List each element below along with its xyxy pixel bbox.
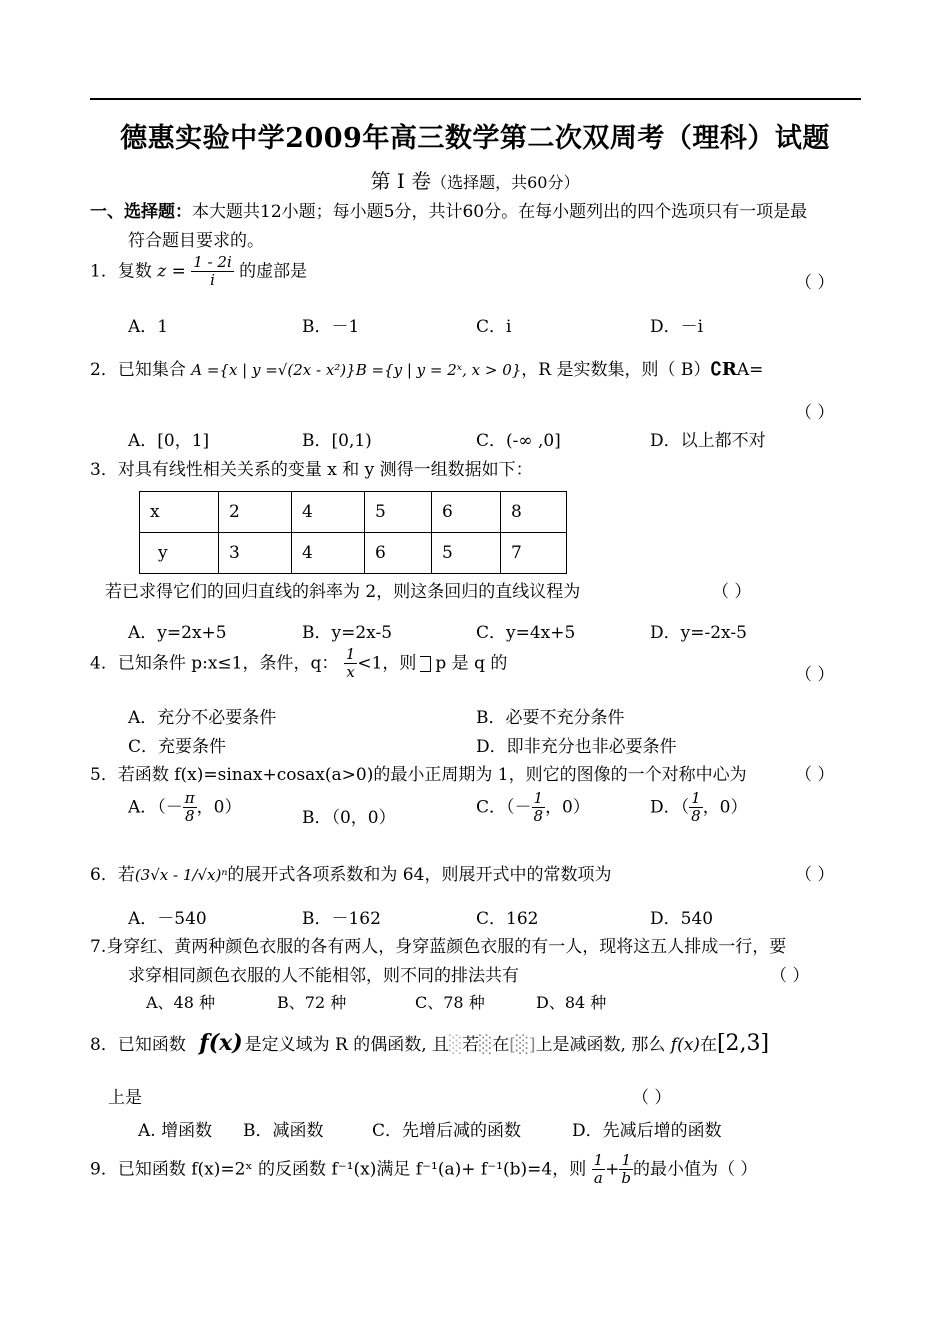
function-symbol: f(x) <box>199 1030 243 1056</box>
question-text-end: 的虚部是 <box>233 261 308 282</box>
question-text: 已知条件 p:x≤1，条件，q： <box>117 653 339 674</box>
question-4 <box>90 646 507 682</box>
table-row <box>140 533 567 574</box>
question-text-then: 上是减函数, 那么 <box>535 1035 666 1055</box>
part-label: 一、选择题： <box>90 202 192 222</box>
option-b[interactable]: B．－1 <box>302 317 360 337</box>
question-number: 9． <box>90 1159 118 1180</box>
fraction: $\frac{1}{8}$ <box>691 789 701 826</box>
option-b[interactable]: B．－162 <box>302 909 381 929</box>
option-d[interactable]: D．（ $\frac{1}{8}$ ，0） <box>650 789 748 826</box>
option-d[interactable]: D．540 <box>650 909 714 929</box>
question-text-if: 若 <box>462 1035 480 1055</box>
question-text: 复数 <box>117 261 158 282</box>
option-b[interactable]: B．（0，0） <box>302 808 396 828</box>
question-number: 3． <box>90 460 118 480</box>
question-1 <box>90 254 307 290</box>
answer-blank[interactable]: （ ） <box>770 966 810 986</box>
question-text-mid: 是定义域为 R 的偶函数, 且 <box>244 1035 450 1055</box>
table-cell: 8 <box>501 492 567 533</box>
section-main: 第 I 卷 <box>370 169 432 193</box>
question-5 <box>90 760 747 785</box>
answer-blank[interactable]: （ ） <box>795 403 835 423</box>
question-number: 1． <box>90 261 118 282</box>
question-8-continued: 上是 <box>108 1088 142 1108</box>
question-text: 已知函数 <box>117 1035 186 1055</box>
option-b[interactable]: B、72 种 <box>277 993 347 1012</box>
question-2 <box>90 355 763 380</box>
table-cell: 5 <box>365 492 432 533</box>
option-d[interactable]: D．即非充分也非必要条件 <box>476 737 677 757</box>
option-d[interactable]: D．－i <box>650 317 704 337</box>
negation-symbol-icon <box>420 656 431 672</box>
question-9 <box>90 1152 757 1188</box>
answer-blank[interactable]: （ ） <box>632 1088 672 1108</box>
option-c[interactable]: C、78 种 <box>415 993 485 1012</box>
question-text: 已知函数 f(x)=2ˣ 的反函数 f⁻¹(x)满足 f⁻¹(a)+ f⁻¹(b)=4，则 <box>117 1159 587 1180</box>
option-c[interactable]: C．（－ $\frac{1}{8}$ ，0） <box>476 789 590 826</box>
table-cell: 4 <box>292 533 365 574</box>
fraction: $\frac{1 - 2i}{i}$ <box>193 253 232 290</box>
section-note: （选择题，共60分） <box>431 173 580 192</box>
faded-formula-icon: ░ <box>449 1035 463 1055</box>
instructions-line-1 <box>90 197 807 222</box>
instructions-line-2: 符合题目要求的。 <box>128 231 264 251</box>
math-expr: A ={x | y =√(2x - x²)}B ={y | y = 2ˣ, x > 0} <box>191 361 522 379</box>
fraction: $\frac{1}{b}$ <box>621 1151 632 1188</box>
option-c[interactable]: C．i <box>476 317 512 337</box>
data-table <box>139 491 567 574</box>
fraction: $\frac{\pi}{8}$ <box>184 789 195 826</box>
question-7-line-2: 求穿相同颜色衣服的人不能相邻，则不同的排法共有 <box>128 966 519 986</box>
fraction: $\frac{1}{x}$ <box>345 645 356 682</box>
question-text-end: 的展开式各项系数和为 64，则展开式中的常数项为 <box>227 865 612 885</box>
option-d[interactable]: D．先减后增的函数 <box>572 1121 722 1141</box>
plus-sign: + <box>605 1159 620 1180</box>
question-text-on: 在 <box>699 1035 717 1055</box>
question-text-end: ，R 是实数集，则（ B） <box>521 360 711 380</box>
section-heading <box>0 165 950 194</box>
table-row <box>140 492 567 533</box>
question-text-mid: <1，则 <box>357 653 417 674</box>
fraction: $\frac{1}{8}$ <box>533 789 544 826</box>
option-c[interactable]: C．162 <box>476 909 539 929</box>
answer-blank[interactable]: （ ） <box>795 865 835 885</box>
question-number: 4． <box>90 653 118 674</box>
table-cell: 3 <box>219 533 292 574</box>
option-d[interactable]: D．y=-2x-5 <box>650 623 747 643</box>
option-a[interactable]: A、48 种 <box>146 993 216 1012</box>
answer-blank[interactable]: （ ） <box>795 665 835 685</box>
table-cell: 2 <box>219 492 292 533</box>
option-b[interactable]: B．减函数 <box>243 1121 324 1141</box>
option-b[interactable]: B．必要不充分条件 <box>476 708 625 728</box>
table-cell: x <box>140 492 219 533</box>
question-7 <box>90 932 786 957</box>
option-a[interactable]: A．充分不必要条件 <box>128 708 277 728</box>
question-number: 8． <box>90 1035 118 1055</box>
option-c[interactable]: C．充要条件 <box>128 737 227 757</box>
option-d[interactable]: D．以上都不对 <box>650 431 766 451</box>
faded-formula-icon: ░ <box>479 1035 493 1055</box>
answer-blank[interactable]: （ ） <box>795 765 835 785</box>
table-cell: 5 <box>432 533 501 574</box>
option-d[interactable]: D、84 种 <box>536 993 607 1012</box>
option-a[interactable]: A．[0，1] <box>128 431 210 451</box>
table-cell: 6 <box>365 533 432 574</box>
answer-blank[interactable]: （ ） <box>712 582 752 602</box>
option-a[interactable]: A．y=2x+5 <box>128 623 227 643</box>
question-text: 身穿红、黄两种颜色衣服的各有两人，身穿蓝颜色衣服的有一人，现将这五人排成一行，要 <box>106 937 787 957</box>
question-text: 若 <box>117 865 135 885</box>
table-cell: 6 <box>432 492 501 533</box>
function-symbol: f(x) <box>670 1035 700 1055</box>
interval: [2,3] <box>716 1031 770 1056</box>
answer-blank[interactable]: （ ） <box>795 273 835 293</box>
fraction: $\frac{1}{a}$ <box>593 1151 604 1188</box>
question-number: 6． <box>90 865 118 885</box>
question-3-continued: 若已求得它们的回归直线的斜率为 2，则这条回归的直线议程为 <box>105 582 581 602</box>
question-text-tail: A= <box>736 360 764 380</box>
complement-symbol: ∁R <box>710 359 737 380</box>
top-rule <box>90 98 861 100</box>
question-3 <box>90 455 533 480</box>
question-text-end: p 是 q 的 <box>435 653 508 674</box>
question-text-end: 的最小值为（ ） <box>633 1159 758 1180</box>
option-a[interactable]: A．（－ $\frac{\pi}{8}$ ，0） <box>128 789 242 826</box>
question-text: 已知集合 <box>117 360 192 380</box>
math-expr: z = <box>157 261 186 282</box>
question-text-on: 在 <box>492 1035 510 1055</box>
table-cell: 4 <box>292 492 365 533</box>
question-8 <box>90 1030 769 1056</box>
question-number: 2． <box>90 360 118 380</box>
question-number: 5． <box>90 765 118 785</box>
table-cell: y <box>140 533 219 574</box>
option-c[interactable]: C．(-∞ ,0] <box>476 431 561 451</box>
option-c[interactable]: C．先增后减的函数 <box>372 1121 522 1141</box>
question-number: 7. <box>90 937 107 957</box>
option-a[interactable]: A. 增函数 <box>138 1121 213 1141</box>
question-6 <box>90 860 611 885</box>
option-c[interactable]: C．y=4x+5 <box>476 623 576 643</box>
question-text: 若函数 f(x)=sinax+cosax(a>0)的最小正周期为 1，则它的图像的一个对称中心为 <box>117 765 747 785</box>
question-text: 对具有线性相关关系的变量 x 和 y 测得一组数据如下： <box>117 460 533 480</box>
instructions-text-1: 本大题共12小题；每小题5分，共计60分。在每小题列出的四个选项只有一项是最 <box>192 202 808 222</box>
option-a[interactable]: A．－540 <box>128 909 207 929</box>
math-expr: (3√x - 1/√x)ⁿ <box>134 866 228 884</box>
page-title: 德惠实验中学2009年高三数学第二次双周考（理科）试题 <box>120 123 830 154</box>
faded-interval-icon: [░] <box>509 1035 536 1055</box>
option-b[interactable]: B．y=2x-5 <box>302 623 393 643</box>
option-a[interactable]: A．1 <box>128 317 169 337</box>
table-cell: 7 <box>501 533 567 574</box>
option-b[interactable]: B．[0,1) <box>302 431 372 451</box>
